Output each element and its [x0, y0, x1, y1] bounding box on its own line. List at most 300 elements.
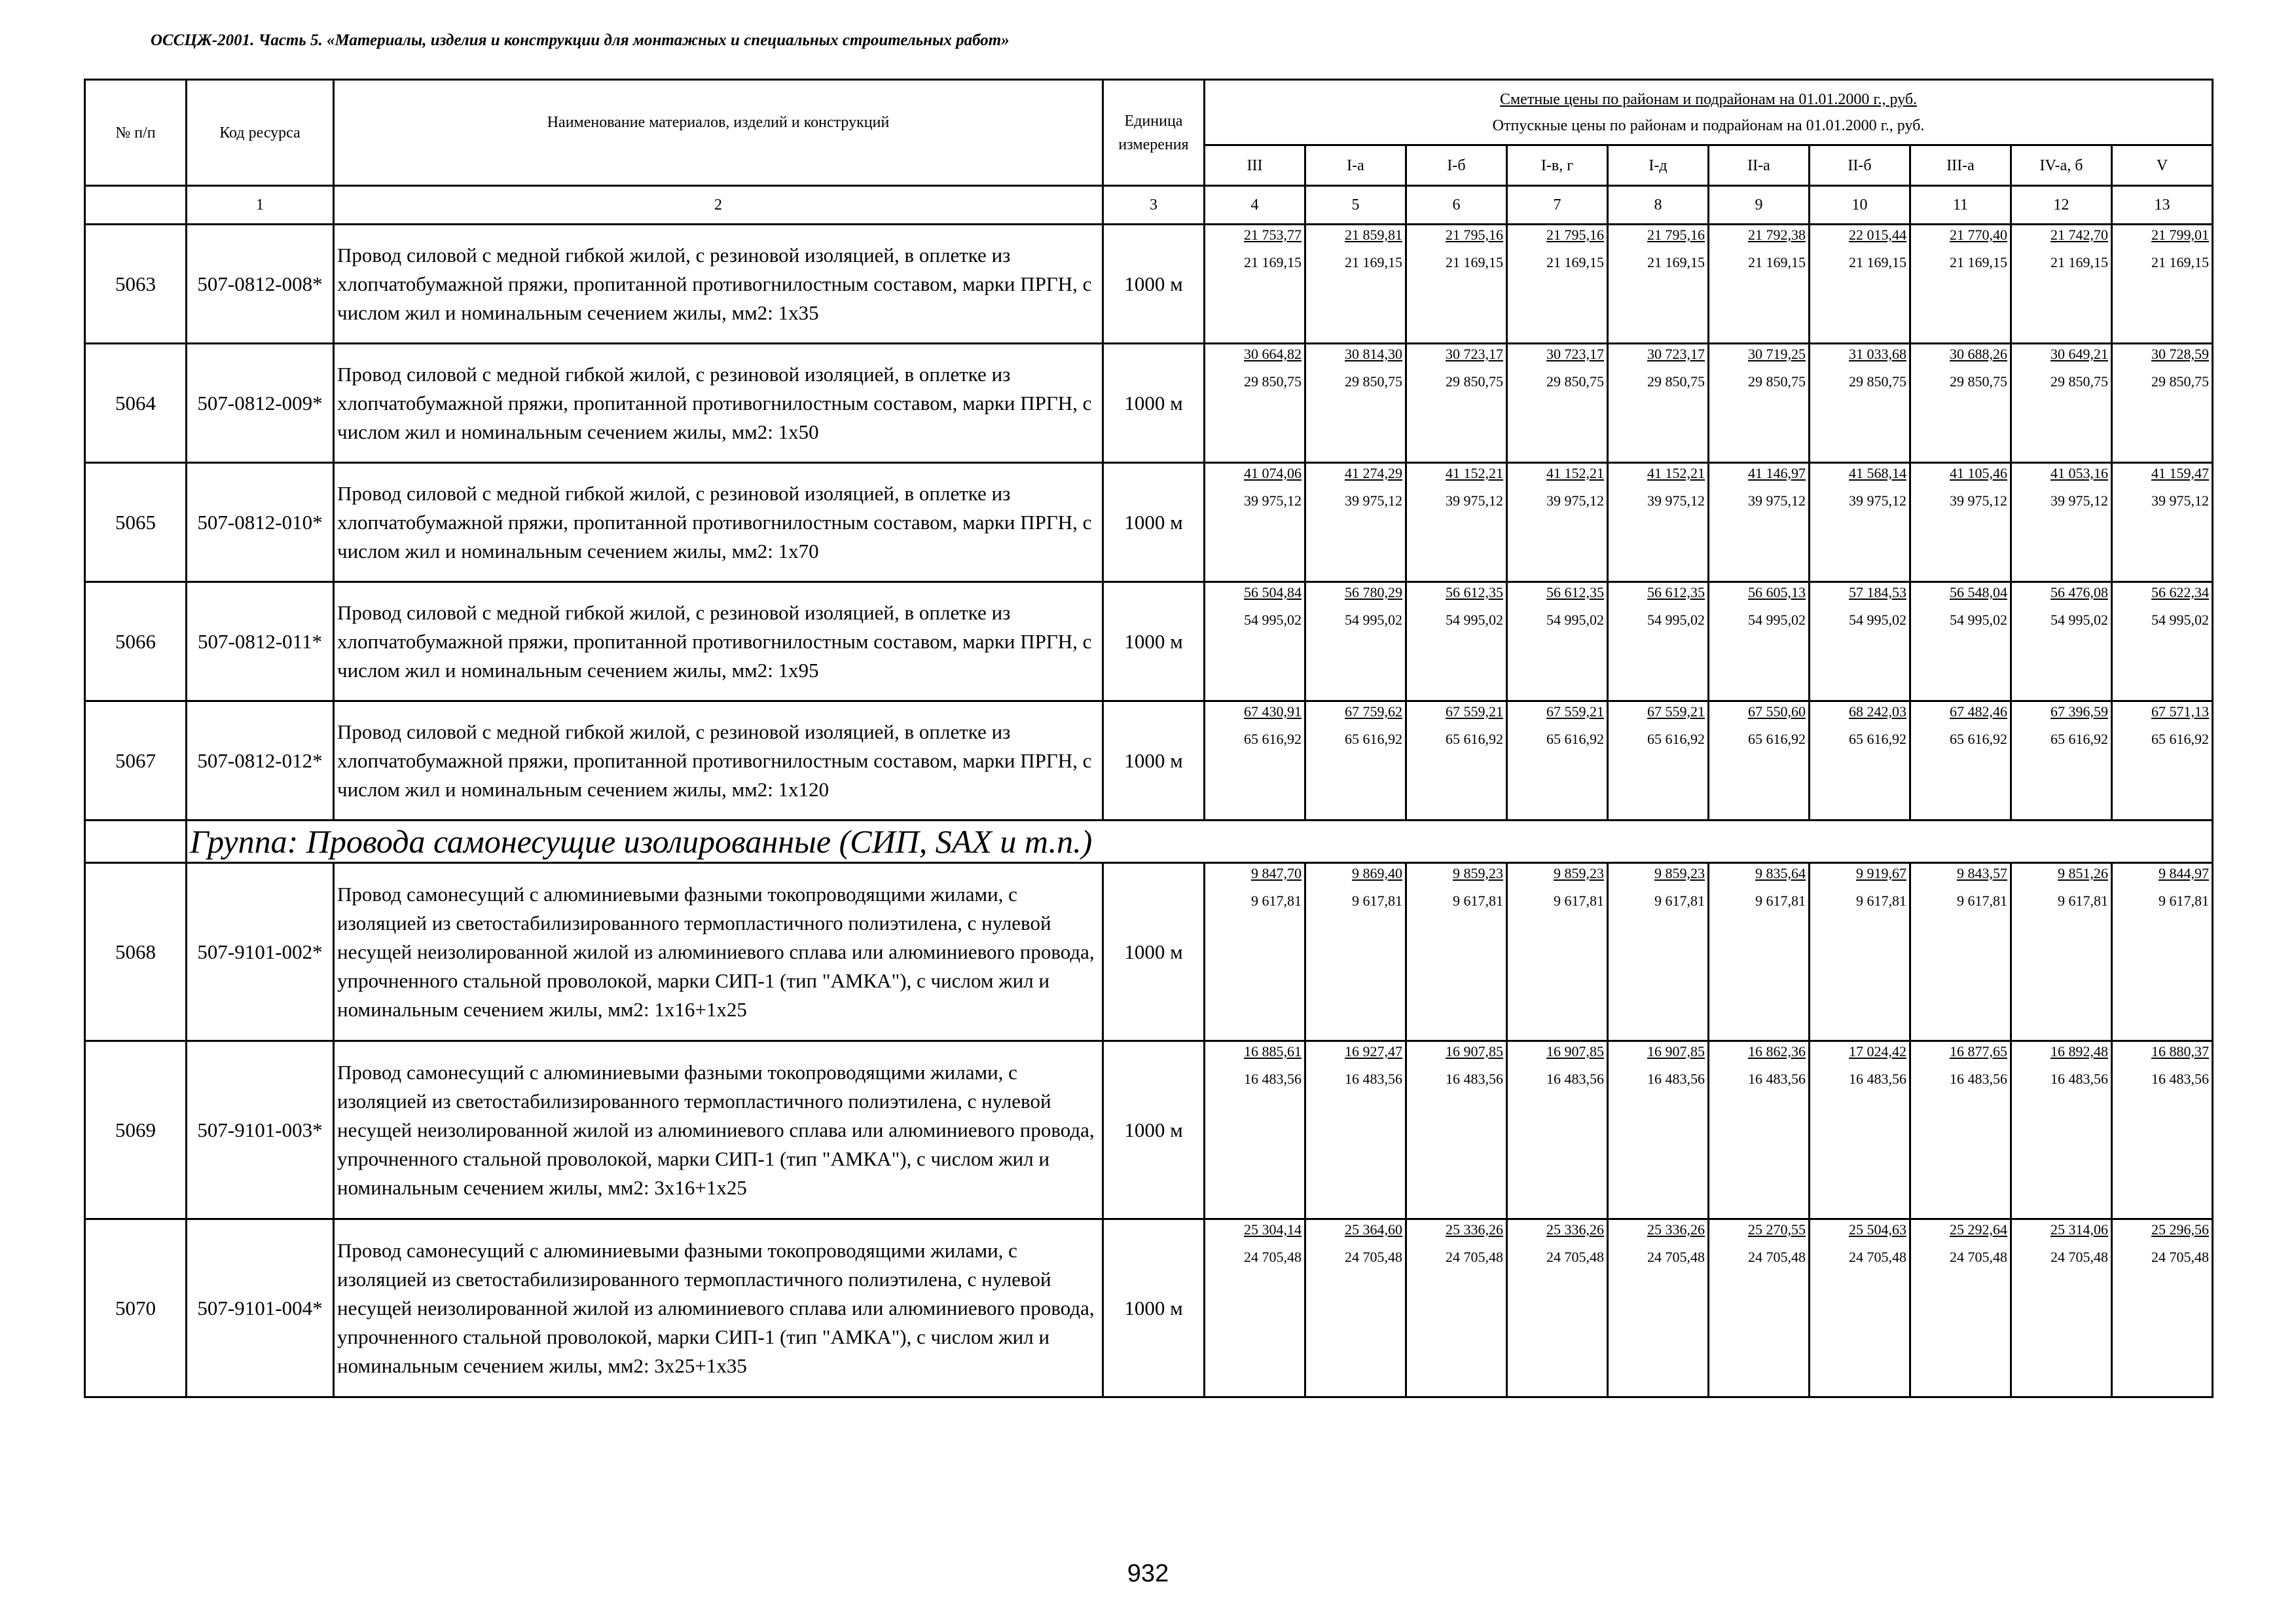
region-header-5: I-д — [1608, 145, 1709, 186]
price-cell — [2112, 1041, 2213, 1219]
column-number: 13 — [2112, 186, 2213, 225]
price-cell — [1709, 463, 1810, 582]
estimated-price: 41 152,21 — [1647, 465, 1705, 481]
price-cell — [1810, 863, 1910, 1041]
release-price: 54 995,02 — [1244, 612, 1302, 628]
region-header-7: II-б — [1810, 145, 1910, 186]
release-price: 21 169,15 — [1345, 254, 1402, 270]
estimated-price: 25 304,14 — [1244, 1221, 1302, 1238]
estimated-price: 56 612,35 — [1647, 584, 1705, 600]
release-price: 9 617,81 — [1755, 893, 1806, 909]
price-cell — [2112, 701, 2213, 821]
estimated-price: 9 851,26 — [2058, 865, 2108, 881]
price-cell — [1305, 344, 1406, 463]
price-cell — [1910, 1219, 2011, 1397]
price-cell — [1709, 344, 1810, 463]
price-cell — [1810, 1041, 1910, 1219]
price-cell — [1205, 1219, 1305, 1397]
estimated-price: 30 719,25 — [1748, 346, 1806, 362]
material-name: Провод самонесущий с алюминиевыми фазными токопроводящими жилами, с изоляцией из светостабилизированного термопластичного полиэтилена, с нулевой несущей неизолированной жилой из алюминиевого сплава или алюминиевого провода, упрочненного стальной проволокой, марки СИП-1 (тип "АМКА"), с числом жил и номинальным сечением жилы, мм2: 1х16+1х25 — [334, 863, 1103, 1041]
estimated-price: 31 033,68 — [1849, 346, 1906, 362]
estimated-price: 25 504,63 — [1849, 1221, 1906, 1238]
estimated-price: 25 270,55 — [1748, 1221, 1806, 1238]
release-price: 39 975,12 — [2151, 492, 2210, 509]
release-price: 24 705,48 — [1849, 1249, 1906, 1265]
estimated-price: 9 869,40 — [1352, 865, 1402, 881]
price-cell — [1305, 225, 1406, 344]
release-price: 21 169,15 — [1748, 254, 1806, 270]
estimated-price: 25 336,26 — [1546, 1221, 1604, 1238]
price-cell — [1305, 463, 1406, 582]
price-cell — [2011, 582, 2112, 701]
column-number: 12 — [2011, 186, 2112, 225]
release-price: 24 705,48 — [1345, 1249, 1402, 1265]
price-cell — [1507, 863, 1608, 1041]
column-number: 11 — [1910, 186, 2011, 225]
material-name: Провод самонесущий с алюминиевыми фазными токопроводящими жилами, с изоляцией из светостабилизированного термопластичного полиэтилена, с нулевой несущей неизолированной жилой из алюминиевого сплава или алюминиевого провода, упрочненного стальной проволокой, марки СИП-1 (тип "АМКА"), с числом жил и номинальным сечением жилы, мм2: 3х16+1х25 — [334, 1041, 1103, 1219]
estimated-price: 56 622,34 — [2151, 584, 2210, 600]
release-price: 21 169,15 — [1546, 254, 1604, 270]
release-price: 65 616,92 — [2050, 731, 2108, 747]
release-price: 9 617,81 — [2058, 893, 2108, 909]
price-cell — [2011, 1041, 2112, 1219]
release-price: 29 850,75 — [1849, 373, 1906, 390]
unit-of-measure: 1000 м — [1103, 1041, 1205, 1219]
estimated-price: 16 907,85 — [1546, 1043, 1604, 1060]
price-cell — [1205, 225, 1305, 344]
price-cell — [1406, 582, 1507, 701]
release-price: 29 850,75 — [2050, 373, 2108, 390]
resource-code: 507-9101-002* — [187, 863, 334, 1041]
estimated-price: 41 152,21 — [1546, 465, 1604, 481]
page-number: 932 — [1127, 1560, 1169, 1587]
release-price: 16 483,56 — [1546, 1071, 1604, 1087]
column-number: 4 — [1205, 186, 1305, 225]
release-price: 65 616,92 — [1345, 731, 1402, 747]
estimated-price: 67 559,21 — [1446, 703, 1503, 720]
price-cell — [1910, 225, 2011, 344]
release-price: 39 975,12 — [1446, 492, 1503, 509]
unit-of-measure: 1000 м — [1103, 225, 1205, 344]
table-row — [85, 582, 2213, 701]
estimated-price: 67 571,13 — [2151, 703, 2210, 720]
estimated-price: 16 907,85 — [1446, 1043, 1503, 1060]
price-table — [84, 79, 2214, 1398]
release-price: 65 616,92 — [1244, 731, 1302, 747]
material-name: Провод силовой с медной гибкой жилой, с резиновой изоляцией, в оплетке из хлопчатобумажной пряжи, пропитанной противогнилостным составом, марки ПРГН, с числом жил и номинальным сечением жилы, мм2: 1х50 — [334, 344, 1103, 463]
resource-code: 507-0812-008* — [187, 225, 334, 344]
release-price: 29 850,75 — [1446, 373, 1503, 390]
table-row — [85, 225, 2213, 344]
column-number-row — [85, 186, 2213, 225]
estimated-price: 16 877,65 — [1950, 1043, 2007, 1060]
estimated-price: 30 649,21 — [2050, 346, 2108, 362]
estimated-price: 25 336,26 — [1647, 1221, 1705, 1238]
price-cell — [2011, 225, 2112, 344]
estimated-price: 17 024,42 — [1849, 1043, 1906, 1060]
release-price: 24 705,48 — [1244, 1249, 1302, 1265]
price-cell — [1810, 463, 1910, 582]
estimated-price: 21 795,16 — [1647, 227, 1705, 243]
price-cell — [1910, 463, 2011, 582]
release-price: 29 850,75 — [1647, 373, 1705, 390]
price-cell — [1305, 701, 1406, 821]
price-cell — [2112, 225, 2213, 344]
resource-code: 507-9101-003* — [187, 1041, 334, 1219]
release-price: 21 169,15 — [2151, 254, 2210, 270]
price-cell — [1810, 701, 1910, 821]
price-cell — [1709, 701, 1810, 821]
header-prices — [1205, 80, 2213, 145]
estimated-price: 21 859,81 — [1345, 227, 1402, 243]
estimated-price: 41 146,97 — [1748, 465, 1806, 481]
estimated-price: 25 292,64 — [1950, 1221, 2007, 1238]
estimated-price: 21 799,01 — [2151, 227, 2210, 243]
estimated-price: 16 927,47 — [1345, 1043, 1402, 1060]
column-number: 2 — [334, 186, 1103, 225]
release-price: 9 617,81 — [1251, 893, 1302, 909]
estimated-price: 30 723,17 — [1647, 346, 1705, 362]
estimated-price: 67 559,21 — [1647, 703, 1705, 720]
estimated-price: 56 780,29 — [1345, 584, 1402, 600]
price-cell — [2112, 344, 2213, 463]
estimated-price: 9 859,23 — [1554, 865, 1604, 881]
estimated-price: 16 862,36 — [1748, 1043, 1806, 1060]
group-row-empty — [85, 821, 187, 863]
release-price: 54 995,02 — [1546, 612, 1604, 628]
unit-of-measure: 1000 м — [1103, 701, 1205, 821]
region-header-3: I-б — [1406, 145, 1507, 186]
release-price: 39 975,12 — [1647, 492, 1705, 509]
release-price: 29 850,75 — [1950, 373, 2007, 390]
region-header-10: V — [2112, 145, 2213, 186]
price-cell — [1205, 1041, 1305, 1219]
estimated-price: 16 880,37 — [2151, 1043, 2210, 1060]
release-price: 24 705,48 — [1446, 1249, 1503, 1265]
release-price: 65 616,92 — [1546, 731, 1604, 747]
price-cell — [2011, 863, 2112, 1041]
release-price: 65 616,92 — [1748, 731, 1806, 747]
column-number: 3 — [1103, 186, 1205, 225]
price-cell — [1406, 344, 1507, 463]
release-price: 21 169,15 — [2050, 254, 2108, 270]
price-cell — [2011, 1219, 2112, 1397]
price-cell — [1406, 1041, 1507, 1219]
table-row — [85, 701, 2213, 821]
estimated-price: 41 568,14 — [1849, 465, 1906, 481]
release-price: 54 995,02 — [2151, 612, 2210, 628]
price-cell — [2011, 344, 2112, 463]
row-number: 5066 — [85, 582, 187, 701]
region-header-2: I-а — [1305, 145, 1406, 186]
price-cell — [1608, 463, 1709, 582]
estimated-price: 21 795,16 — [1446, 227, 1503, 243]
release-price: 24 705,48 — [2151, 1249, 2210, 1265]
price-cell — [2112, 582, 2213, 701]
release-price: 29 850,75 — [1546, 373, 1604, 390]
price-cell — [1406, 463, 1507, 582]
row-number: 5064 — [85, 344, 187, 463]
release-price: 29 850,75 — [1748, 373, 1806, 390]
table-row — [85, 344, 2213, 463]
release-price: 39 975,12 — [1345, 492, 1402, 509]
estimated-price: 30 723,17 — [1546, 346, 1604, 362]
row-number: 5065 — [85, 463, 187, 582]
price-cell — [1205, 863, 1305, 1041]
estimated-price: 67 482,46 — [1950, 703, 2007, 720]
release-price: 39 975,12 — [2050, 492, 2108, 509]
unit-of-measure: 1000 м — [1103, 1219, 1205, 1397]
release-price: 29 850,75 — [1345, 373, 1402, 390]
header-unit: Единица измерения — [1103, 80, 1205, 186]
release-price: 54 995,02 — [1950, 612, 2007, 628]
estimated-price: 21 742,70 — [2050, 227, 2108, 243]
column-number: 5 — [1305, 186, 1406, 225]
price-cell — [1810, 582, 1910, 701]
price-cell — [1507, 225, 1608, 344]
material-name: Провод силовой с медной гибкой жилой, с резиновой изоляцией, в оплетке из хлопчатобумажной пряжи, пропитанной противогнилостным составом, марки ПРГН, с числом жил и номинальным сечением жилы, мм2: 1х35 — [334, 225, 1103, 344]
resource-code: 507-0812-011* — [187, 582, 334, 701]
estimated-price: 30 723,17 — [1446, 346, 1503, 362]
estimated-price: 30 688,26 — [1950, 346, 2007, 362]
table-row — [85, 1219, 2213, 1397]
material-name: Провод силовой с медной гибкой жилой, с резиновой изоляцией, в оплетке из хлопчатобумажной пряжи, пропитанной противогнилостным составом, марки ПРГН, с числом жил и номинальным сечением жилы, мм2: 1х95 — [334, 582, 1103, 701]
price-cell — [2011, 463, 2112, 582]
price-cell — [1507, 1041, 1608, 1219]
price-cell — [1608, 582, 1709, 701]
price-cell — [1205, 463, 1305, 582]
release-price: 21 169,15 — [1244, 254, 1302, 270]
unit-of-measure: 1000 м — [1103, 582, 1205, 701]
release-price: 24 705,48 — [2050, 1249, 2108, 1265]
estimated-price: 25 364,60 — [1345, 1221, 1402, 1238]
price-cell — [1910, 1041, 2011, 1219]
price-cell — [1709, 1219, 1810, 1397]
estimated-price: 9 859,23 — [1453, 865, 1503, 881]
estimated-price: 67 430,91 — [1244, 703, 1302, 720]
row-number: 5070 — [85, 1219, 187, 1397]
release-price: 24 705,48 — [1647, 1249, 1705, 1265]
price-cell — [2112, 463, 2213, 582]
price-cell — [1406, 701, 1507, 821]
release-price: 24 705,48 — [1950, 1249, 2007, 1265]
estimated-price: 21 753,77 — [1244, 227, 1302, 243]
release-price: 54 995,02 — [1647, 612, 1705, 628]
release-price: 9 617,81 — [2159, 893, 2210, 909]
estimated-price: 16 892,48 — [2050, 1043, 2108, 1060]
estimated-price: 67 396,59 — [2050, 703, 2108, 720]
price-cell — [1305, 582, 1406, 701]
resource-code: 507-9101-004* — [187, 1219, 334, 1397]
release-price: 24 705,48 — [1748, 1249, 1806, 1265]
estimated-price: 9 843,57 — [1957, 865, 2007, 881]
price-cell — [1406, 863, 1507, 1041]
resource-code: 507-0812-012* — [187, 701, 334, 821]
estimated-price: 9 835,64 — [1755, 865, 1806, 881]
price-cell — [1406, 1219, 1507, 1397]
price-cell — [1305, 1219, 1406, 1397]
release-price: 65 616,92 — [1446, 731, 1503, 747]
header-num: № п/п — [85, 80, 187, 186]
estimated-price: 67 759,62 — [1345, 703, 1402, 720]
estimated-price: 9 844,97 — [2159, 865, 2210, 881]
estimated-price: 22 015,44 — [1849, 227, 1906, 243]
table-row — [85, 1041, 2213, 1219]
estimated-price: 41 053,16 — [2050, 465, 2108, 481]
rows-before-group — [85, 225, 2213, 821]
release-price: 9 617,81 — [1957, 893, 2007, 909]
header-name: Наименование материалов, изделий и конструкций — [334, 80, 1103, 186]
estimated-price: 30 814,30 — [1345, 346, 1402, 362]
release-price: 65 616,92 — [2151, 731, 2210, 747]
price-cell — [1910, 701, 2011, 821]
region-header-1: III — [1205, 145, 1305, 186]
estimated-price: 41 074,06 — [1244, 465, 1302, 481]
release-price: 9 617,81 — [1453, 893, 1503, 909]
estimated-price: 41 159,47 — [2151, 465, 2210, 481]
release-price: 65 616,92 — [1849, 731, 1906, 747]
estimated-price: 9 847,70 — [1251, 865, 1302, 881]
column-number: 7 — [1507, 186, 1608, 225]
release-price: 39 975,12 — [1546, 492, 1604, 509]
estimated-price: 41 105,46 — [1950, 465, 2007, 481]
price-cell — [1205, 582, 1305, 701]
release-price: 16 483,56 — [1446, 1071, 1503, 1087]
price-cell — [2112, 863, 2213, 1041]
table-row — [85, 863, 2213, 1041]
group-title: Группа: Провода самонесущие изолированные (СИП, SAX и т.п.) — [187, 821, 2213, 863]
release-price: 9 617,81 — [1554, 893, 1604, 909]
estimated-price: 68 242,03 — [1849, 703, 1906, 720]
estimated-price: 56 612,35 — [1446, 584, 1503, 600]
price-cell — [1305, 863, 1406, 1041]
price-cell — [1910, 344, 2011, 463]
material-name: Провод силовой с медной гибкой жилой, с резиновой изоляцией, в оплетке из хлопчатобумажной пряжи, пропитанной противогнилостным составом, марки ПРГН, с числом жил и номинальным сечением жилы, мм2: 1х120 — [334, 701, 1103, 821]
column-number: 8 — [1608, 186, 1709, 225]
release-price: 21 169,15 — [1446, 254, 1503, 270]
release-price: 16 483,56 — [1950, 1071, 2007, 1087]
material-name: Провод силовой с медной гибкой жилой, с резиновой изоляцией, в оплетке из хлопчатобумажной пряжи, пропитанной противогнилостным составом, марки ПРГН, с числом жил и номинальным сечением жилы, мм2: 1х70 — [334, 463, 1103, 582]
estimated-price: 41 152,21 — [1446, 465, 1503, 481]
column-number: 6 — [1406, 186, 1507, 225]
release-price: 65 616,92 — [1647, 731, 1705, 747]
row-number: 5068 — [85, 863, 187, 1041]
release-price: 16 483,56 — [2050, 1071, 2108, 1087]
region-header-8: III-а — [1910, 145, 2011, 186]
price-cell — [1305, 1041, 1406, 1219]
estimated-price: 30 664,82 — [1244, 346, 1302, 362]
group-row — [85, 821, 2213, 863]
region-header-4: I-в, г — [1507, 145, 1608, 186]
release-price: 9 617,81 — [1654, 893, 1705, 909]
estimated-price: 56 476,08 — [2050, 584, 2108, 600]
estimated-price: 30 728,59 — [2151, 346, 2210, 362]
release-price: 54 995,02 — [1849, 612, 1906, 628]
release-price: 21 169,15 — [1647, 254, 1705, 270]
region-header-6: II-а — [1709, 145, 1810, 186]
price-cell — [1608, 701, 1709, 821]
release-price: 39 975,12 — [1244, 492, 1302, 509]
column-number: 9 — [1709, 186, 1810, 225]
price-cell — [1608, 225, 1709, 344]
price-cell — [1507, 582, 1608, 701]
price-cell — [1205, 344, 1305, 463]
price-cell — [1507, 701, 1608, 821]
release-price: 39 975,12 — [1950, 492, 2007, 509]
release-price: 9 617,81 — [1352, 893, 1402, 909]
estimated-price: 25 314,06 — [2050, 1221, 2108, 1238]
row-number: 5063 — [85, 225, 187, 344]
release-price: 39 975,12 — [1748, 492, 1806, 509]
price-cell — [1608, 344, 1709, 463]
row-number: 5067 — [85, 701, 187, 821]
price-cell — [1608, 863, 1709, 1041]
region-header-9: IV-а, б — [2011, 145, 2112, 186]
release-price: 16 483,56 — [1647, 1071, 1705, 1087]
estimated-price: 21 795,16 — [1546, 227, 1604, 243]
estimated-price: 56 548,04 — [1950, 584, 2007, 600]
row-number: 5069 — [85, 1041, 187, 1219]
estimated-price: 21 792,38 — [1748, 227, 1806, 243]
table-row — [85, 463, 2213, 582]
release-price: 21 169,15 — [1950, 254, 2007, 270]
release-price: 54 995,02 — [2050, 612, 2108, 628]
release-price: 16 483,56 — [1345, 1071, 1402, 1087]
price-cell — [1709, 863, 1810, 1041]
column-number: 1 — [187, 186, 334, 225]
estimated-price: 9 859,23 — [1654, 865, 1705, 881]
material-name: Провод самонесущий с алюминиевыми фазными токопроводящими жилами, с изоляцией из светостабилизированного термопластичного полиэтилена, с нулевой несущей неизолированной жилой из алюминиевого сплава или алюминиевого провода, упрочненного стальной проволокой, марки СИП-1 (тип "АМКА"), с числом жил и номинальным сечением жилы, мм2: 3х25+1х35 — [334, 1219, 1103, 1397]
price-cell — [2011, 701, 2112, 821]
document-header-title: ОССЦЖ-2001. Часть 5. «Материалы, изделия и конструкции для монтажных и специальных строительных работ» — [151, 31, 1010, 49]
price-cell — [1709, 225, 1810, 344]
release-price: 24 705,48 — [1546, 1249, 1604, 1265]
price-cell — [1810, 1219, 1910, 1397]
price-cell — [1608, 1219, 1709, 1397]
price-cell — [1507, 1219, 1608, 1397]
rows-after-group — [85, 863, 2213, 1397]
price-cell — [1709, 1041, 1810, 1219]
estimated-price: 16 907,85 — [1647, 1043, 1705, 1060]
estimated-price: 25 336,26 — [1446, 1221, 1503, 1238]
estimated-price: 56 612,35 — [1546, 584, 1604, 600]
price-cell — [1810, 344, 1910, 463]
estimated-price: 21 770,40 — [1950, 227, 2007, 243]
estimated-price: 25 296,56 — [2151, 1221, 2210, 1238]
release-price: 54 995,02 — [1345, 612, 1402, 628]
estimated-price: 57 184,53 — [1849, 584, 1906, 600]
column-number-blank — [85, 186, 187, 225]
header-code: Код ресурса — [187, 80, 334, 186]
release-price: 16 483,56 — [1244, 1071, 1302, 1087]
release-price: 16 483,56 — [1748, 1071, 1806, 1087]
price-cell — [1507, 344, 1608, 463]
price-cell — [1810, 225, 1910, 344]
resource-code: 507-0812-010* — [187, 463, 334, 582]
price-cell — [1709, 582, 1810, 701]
estimated-price: 9 919,67 — [1856, 865, 1906, 881]
release-price: 65 616,92 — [1950, 731, 2007, 747]
release-price: 9 617,81 — [1856, 893, 1906, 909]
estimated-price: 16 885,61 — [1244, 1043, 1302, 1060]
unit-of-measure: 1000 м — [1103, 863, 1205, 1041]
estimated-price: 41 274,29 — [1345, 465, 1402, 481]
resource-code: 507-0812-009* — [187, 344, 334, 463]
unit-of-measure: 1000 м — [1103, 463, 1205, 582]
price-cell — [1608, 1041, 1709, 1219]
release-price: 54 995,02 — [1446, 612, 1503, 628]
unit-of-measure: 1000 м — [1103, 344, 1205, 463]
